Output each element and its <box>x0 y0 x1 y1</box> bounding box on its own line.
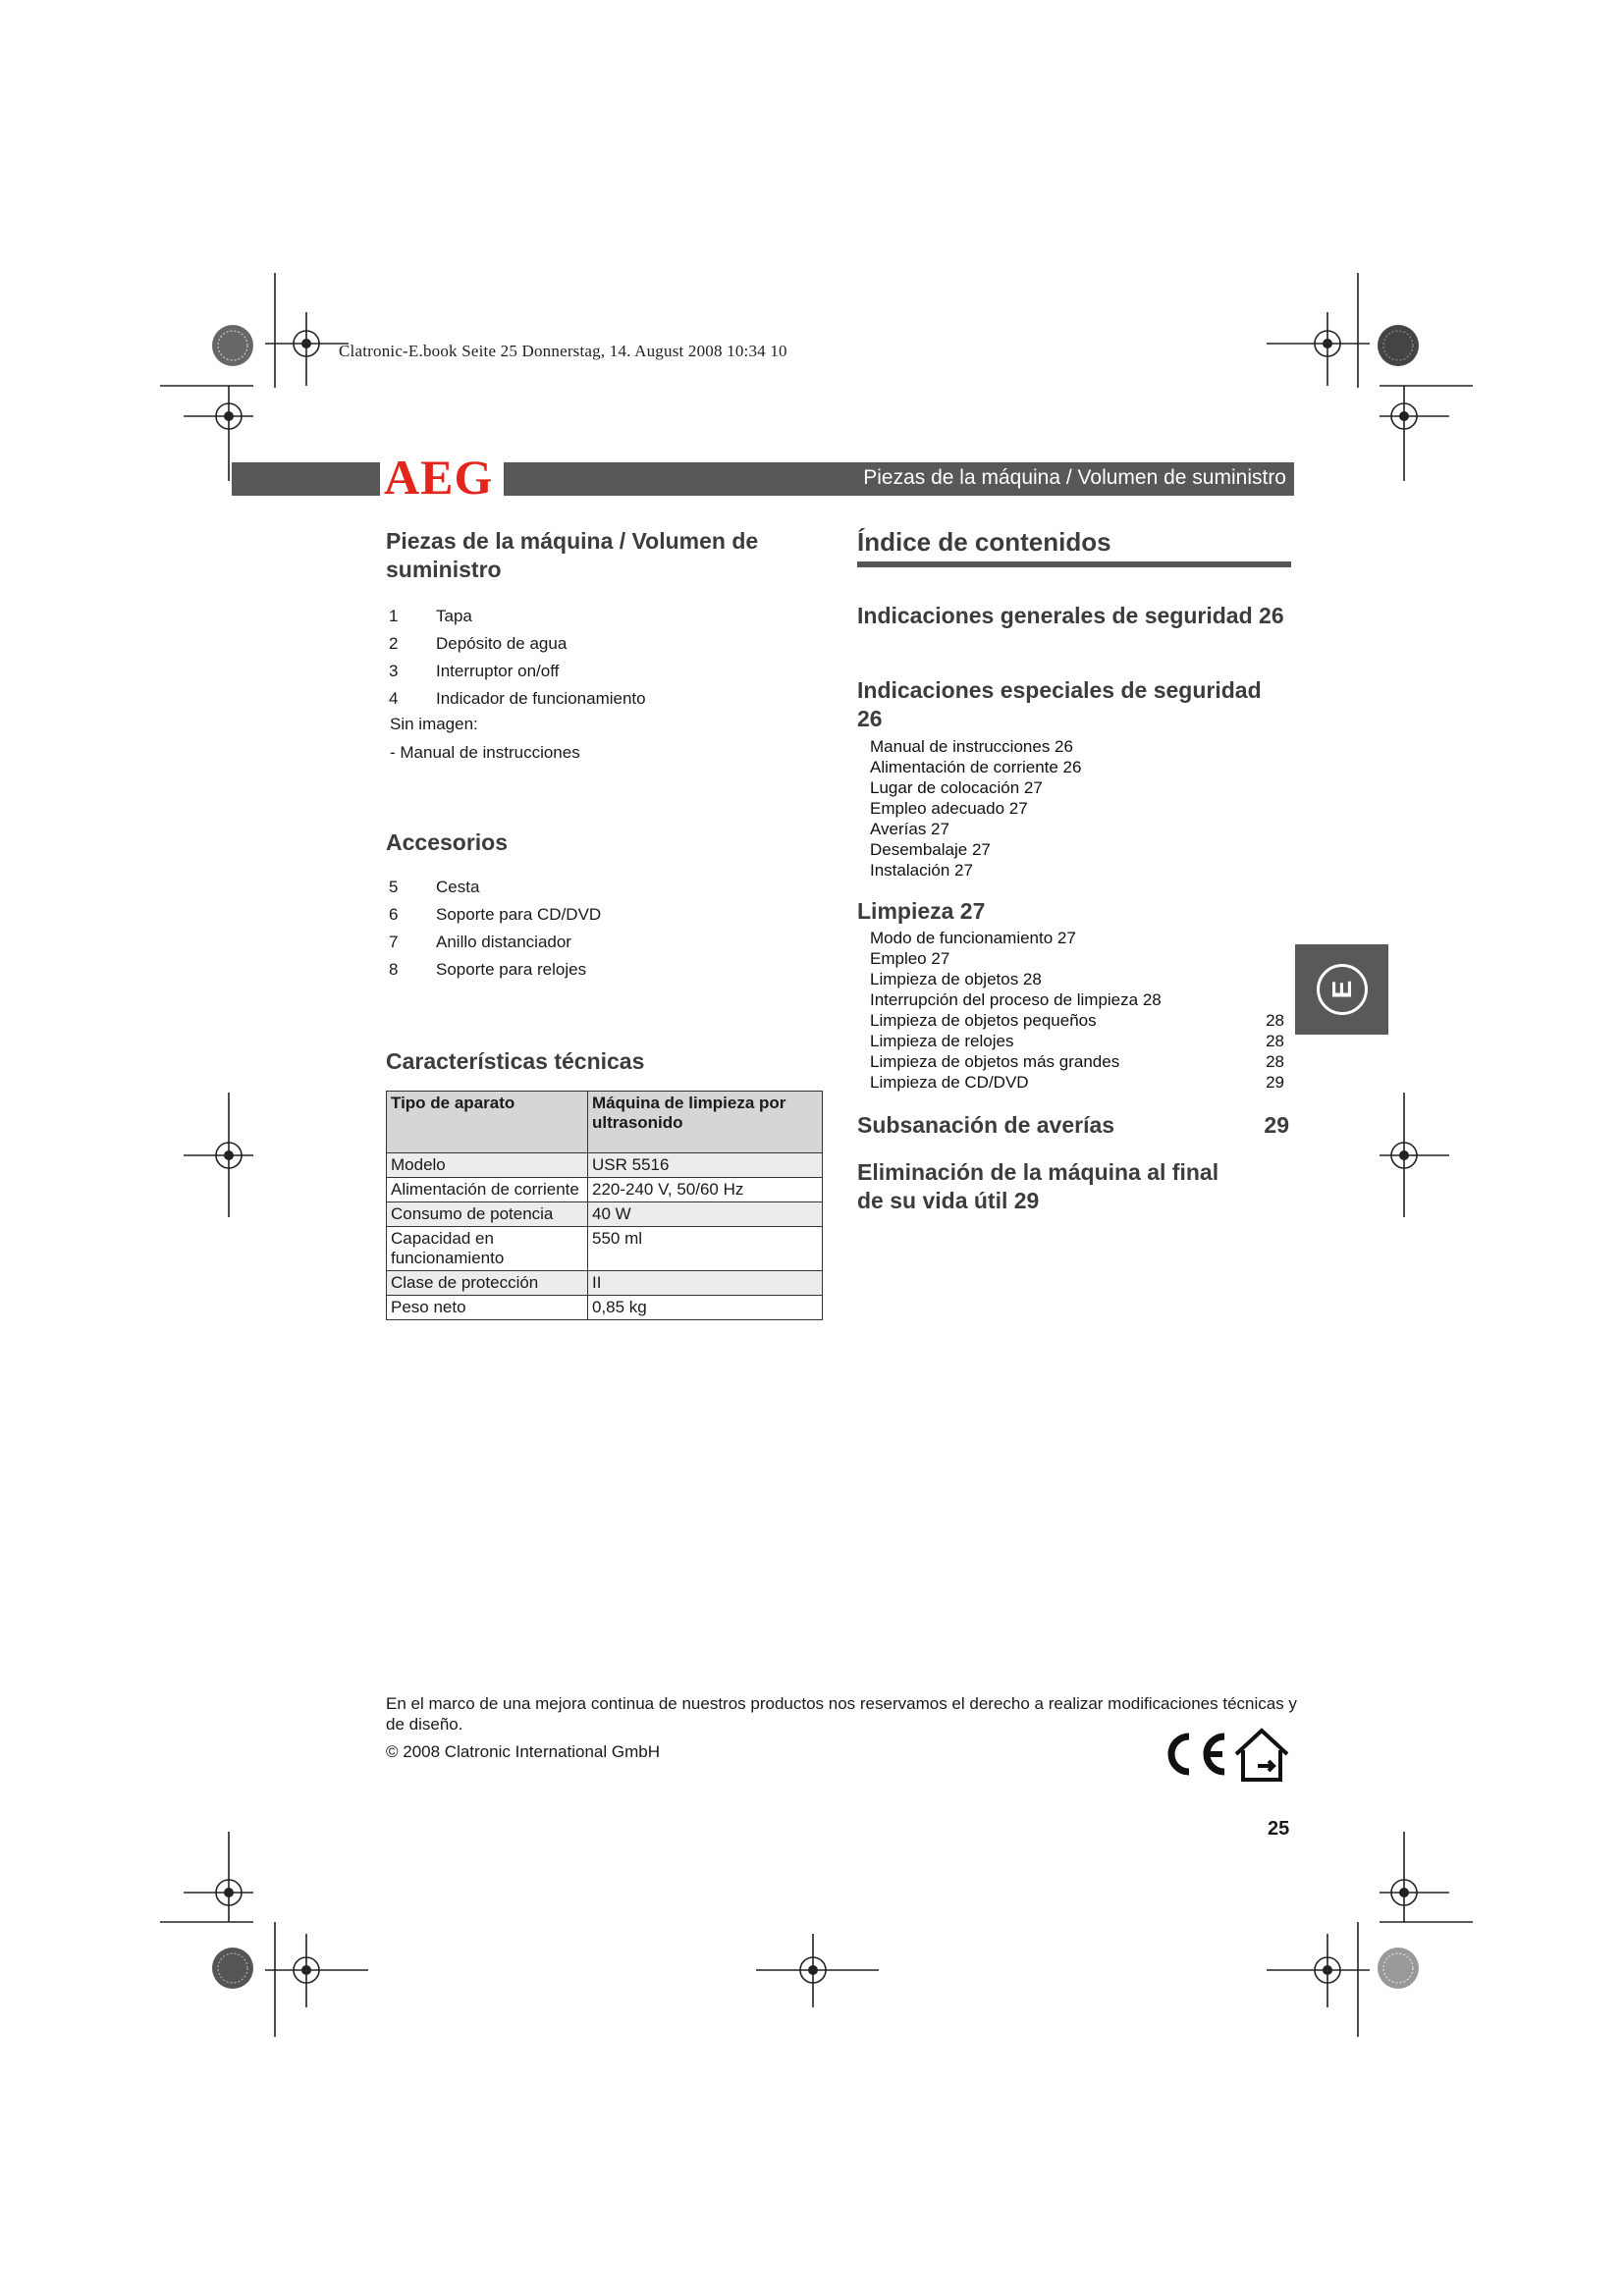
toc-link[interactable]: Limpieza de objetos más grandes 28 <box>870 1052 1284 1071</box>
toc-link[interactable]: Limpieza de CD/DVD 29 <box>870 1073 1284 1092</box>
copyright: © 2008 Clatronic International GmbH <box>386 1742 660 1761</box>
no-image-item: - Manual de instrucciones <box>390 743 580 762</box>
table-row <box>387 1227 823 1271</box>
ce-mark-icon <box>1152 1725 1294 1784</box>
list-item: 3 Interruptor on/off <box>389 662 560 680</box>
table-cell: 220-240 V, 50/60 Hz <box>588 1178 823 1202</box>
aeg-logo <box>380 450 504 505</box>
table-header-cell: Tipo de aparato <box>387 1092 588 1153</box>
toc-link-cleaning[interactable]: Limpieza 27 <box>857 898 986 924</box>
table-header-row <box>387 1092 823 1153</box>
toc-link[interactable]: Instalación 27 <box>870 861 973 880</box>
toc-link[interactable]: Manual de instrucciones 26 <box>870 737 1073 756</box>
specs-table <box>386 1091 823 1320</box>
table-cell: 40 W <box>588 1202 823 1227</box>
table-row <box>387 1178 823 1202</box>
list-item: 5 Cesta <box>389 878 480 896</box>
list-item: 1 Tapa <box>389 607 472 625</box>
toc-link[interactable]: Alimentación de corriente 26 <box>870 758 1082 776</box>
toc-special-safety-list <box>870 736 1284 881</box>
toc-link[interactable]: Empleo 27 <box>870 949 950 968</box>
list-item: 7 Anillo distanciador <box>389 933 571 951</box>
page-number: 25 <box>1268 1818 1290 1840</box>
list-item: 6 Soporte para CD/DVD <box>389 905 602 924</box>
table-cell: USR 5516 <box>588 1153 823 1178</box>
toc-link[interactable]: Limpieza de objetos pequeños 28 <box>870 1011 1284 1030</box>
no-image-label: Sin imagen: <box>390 715 478 733</box>
table-cell: II <box>588 1271 823 1296</box>
table-row <box>387 1202 823 1227</box>
toc-link[interactable]: Averías 27 <box>870 820 949 838</box>
table-header-cell: Máquina de limpieza por ultrasonido <box>588 1092 823 1153</box>
accessories-title: Accesorios <box>386 829 509 855</box>
toc-troubleshooting-label: Subsanación de averías <box>857 1112 1115 1138</box>
list-item: 4 Indicador de funcionamiento <box>389 689 646 708</box>
toc-link[interactable]: Limpieza de objetos 28 <box>870 970 1042 988</box>
table-cell: Clase de protección <box>387 1271 588 1296</box>
toc-link[interactable]: Interrupción del proceso de limpieza 28 <box>870 990 1162 1009</box>
print-slug: Clatronic-E.book Seite 25 Donnerstag, 14. August 2008 10:34 10 <box>339 342 787 360</box>
table-row <box>387 1153 823 1178</box>
toc-link-disposal[interactable]: Eliminación de la máquina al final de su vida útil 29 <box>857 1159 1219 1213</box>
language-tab <box>1295 944 1388 1035</box>
toc-link[interactable]: Limpieza de relojes 28 <box>870 1032 1284 1050</box>
toc-link[interactable]: Empleo adecuado 27 <box>870 799 1028 818</box>
table-cell: Peso neto <box>387 1296 588 1320</box>
toc-title: Índice de contenidos <box>857 527 1111 557</box>
language-tab-circle <box>1317 964 1368 1015</box>
table-cell: 550 ml <box>588 1227 823 1271</box>
toc-link-special-safety[interactable]: Indicaciones especiales de seguridad 26 <box>857 677 1262 731</box>
toc-divider <box>857 561 1291 567</box>
table-row <box>387 1271 823 1296</box>
language-tab-letter: E <box>1326 980 1357 999</box>
toc-link[interactable]: Lugar de colocación 27 <box>870 778 1043 797</box>
table-cell: Modelo <box>387 1153 588 1178</box>
table-cell: Capacidad en funcionamiento <box>387 1227 588 1271</box>
list-item: 8 Soporte para relojes <box>389 960 587 979</box>
toc-link-general-safety[interactable]: Indicaciones generales de seguridad 26 <box>857 603 1284 628</box>
table-row <box>387 1296 823 1320</box>
table-cell: Alimentación de corriente <box>387 1178 588 1202</box>
toc-link[interactable]: Modo de funcionamiento 27 <box>870 929 1076 947</box>
footer-notice: En el marco de una mejora continua de nuestros productos nos reservamos el derecho a realizar modificaciones técnicas y de diseño. <box>386 1694 1297 1734</box>
list-item: 2 Depósito de agua <box>389 634 568 653</box>
header-title: Piezas de la máquina / Volumen de suministro <box>863 466 1286 489</box>
toc-troubleshooting-page: 29 <box>1264 1112 1289 1138</box>
aeg-logo-text: AEG <box>384 450 494 505</box>
toc-link[interactable]: Desembalaje 27 <box>870 840 991 859</box>
parts-list <box>389 603 811 713</box>
parts-title: Piezas de la máquina / Volumen de suministro <box>386 528 759 582</box>
table-cell: 0,85 kg <box>588 1296 823 1320</box>
toc-link-troubleshooting[interactable] <box>857 1111 1289 1140</box>
table-cell: Consumo de potencia <box>387 1202 588 1227</box>
specs-title: Características técnicas <box>386 1048 645 1074</box>
toc-cleaning-list <box>870 928 1284 1093</box>
accessories-list <box>389 874 811 984</box>
indoor-use-house-icon <box>1236 1731 1287 1780</box>
